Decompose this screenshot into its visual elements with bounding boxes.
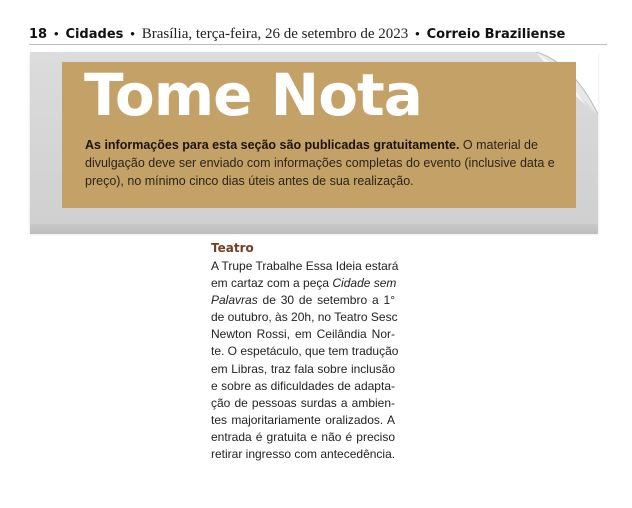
article-body <box>211 258 399 463</box>
article-line: retirar ingresso com antecedência. <box>211 447 396 462</box>
article-line: e sobre as dificuldades de adapta- <box>211 378 395 393</box>
box-title: Tome Nota <box>84 61 422 129</box>
article-line: de outubro, às 20h, no Teatro Sesc <box>211 310 398 325</box>
header-rule <box>29 44 607 45</box>
article-line: tes majoritariamente oralizados. A <box>211 412 395 427</box>
section-name: Cidades <box>65 27 124 42</box>
header-separator: • <box>53 26 59 41</box>
play-title: Palavras <box>211 293 258 308</box>
info-frame-shadow <box>30 224 598 234</box>
article-line <box>211 292 395 309</box>
article-line: em Libras, traz fala sobre inclusão <box>211 361 395 376</box>
box-lead: As informações para esta seção são publicadas gratuitamente. <box>85 138 460 152</box>
header-separator: • <box>415 26 420 41</box>
article-title: Teatro <box>211 241 254 255</box>
article-line <box>211 275 395 292</box>
article-text: de 30 de setembro a 1° <box>257 293 395 308</box>
play-title: Cidade sem <box>332 276 397 291</box>
article <box>211 240 399 463</box>
article-line: A Trupe Trabalhe Essa Ideia estará <box>211 259 399 273</box>
page-number: 18 <box>29 27 48 42</box>
article-line: ção de pessoas surdas a ambien- <box>211 395 395 410</box>
page-header <box>29 24 609 44</box>
article-line: te. O espetáculo, que tem tradução <box>211 344 399 359</box>
box-body: O material de divulgação deve ser enviado com informações completas do evento (inclusive data e preço), no mínimo cinco dias úteis antes de sua realização. <box>85 138 555 188</box>
newspaper-name: Correio Braziliense <box>426 27 566 42</box>
article-line: entrada é gratuita e não é preciso <box>211 429 395 444</box>
dateline: Brasília, terça-feira, 26 de setembro de 2023 <box>141 26 409 42</box>
article-line: Newton Rossi, em Ceilândia Nor- <box>211 327 395 342</box>
box-intro <box>85 136 565 190</box>
header-separator: • <box>130 26 135 41</box>
article-text: em cartaz com a peça <box>211 276 333 291</box>
